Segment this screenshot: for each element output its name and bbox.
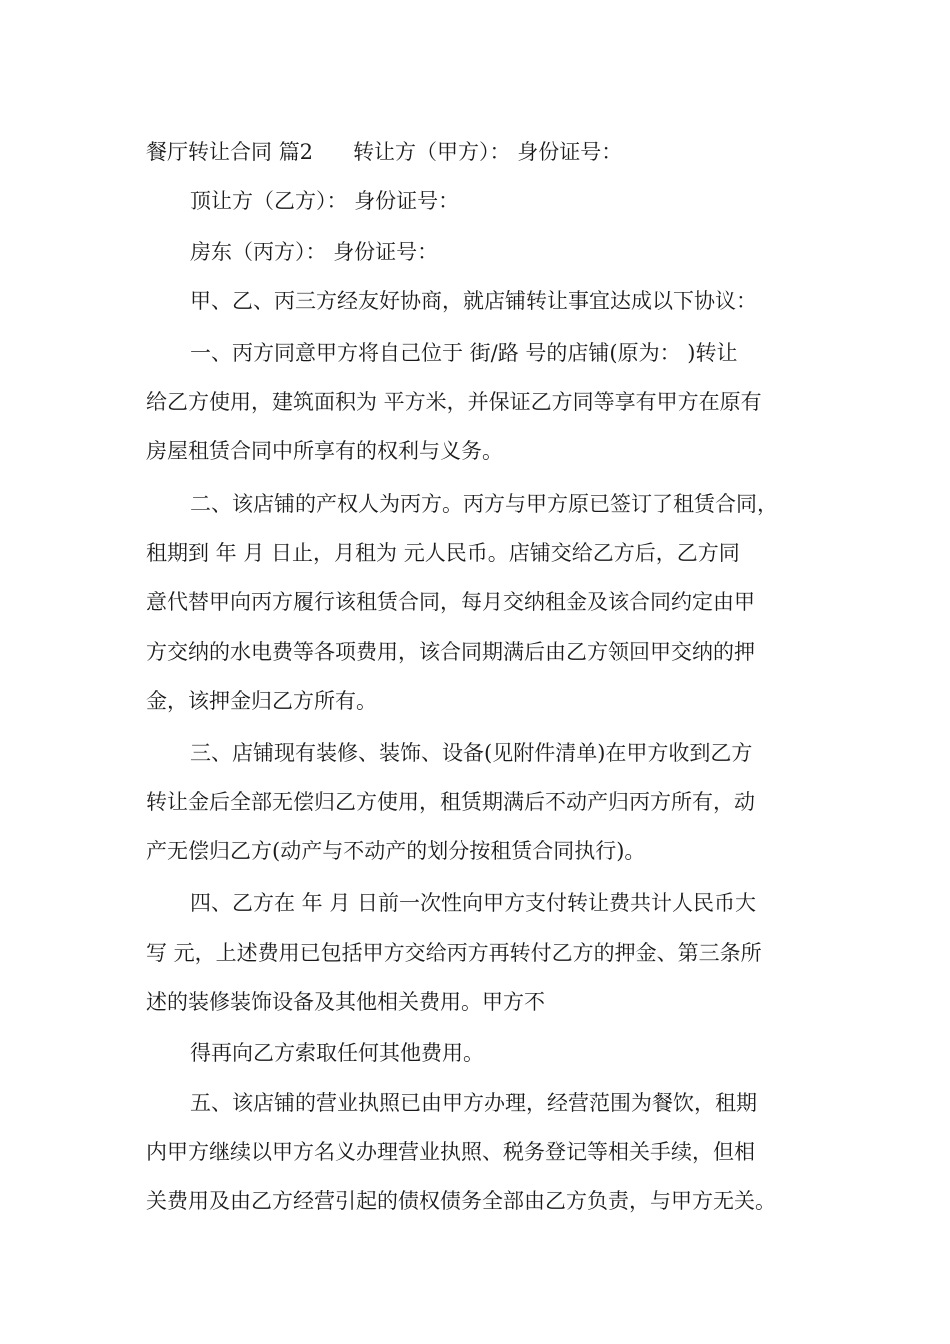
header-line [146,137,622,167]
party-c-line [190,237,438,267]
document-title: 餐厅转让合同 [146,140,272,164]
paragraph-line: 房屋租赁合同中所享有的权利与义务。 [146,439,503,463]
paragraph-line: 产无偿归乙方(动产与不动产的划分按租赁合同执行)。 [146,839,646,863]
paragraph-line: 述的装修装饰设备及其他相关费用。甲方不 [146,990,545,1014]
paragraph-line: 得再向乙方索取任何其他费用。 [190,1041,484,1065]
paragraph-line: 一、丙方同意甲方将自己位于 街/路 号的店铺(原为： )转让 [190,341,738,365]
paragraph-line: 四、乙方在 年 月 日前一次性向甲方支付转让费共计人民币大 [190,891,757,915]
paragraph-line: 内甲方继续以甲方名义办理营业执照、税务登记等相关手续，但相 [146,1140,755,1164]
paragraph-line: 二、该店铺的产权人为丙方。丙方与甲方原已签订了租赁合同， [190,492,778,516]
paragraph-line: 三、店铺现有装修、装饰、设备(见附件清单)在甲方收到乙方 [190,741,753,765]
party-b-label: 顶让方（乙方）： [190,189,348,213]
party-a-id-label: 身份证号： [517,140,623,164]
party-b-id-label: 身份证号： [354,189,460,213]
paragraph-line: 租期到 年 月 日止，月租为 元人民币。店铺交给乙方后，乙方同 [146,541,740,565]
paragraph-line: 金，该押金归乙方所有。 [146,689,377,713]
paragraph-line: 关费用及由乙方经营引起的债权债务全部由乙方负责，与甲方无关。 [146,1189,776,1213]
paragraph-line: 转让金后全部无偿归乙方使用，租赁期满后不动产归丙方所有，动 [146,790,755,814]
party-b-line [190,186,459,216]
paragraph-line: 五、该店铺的营业执照已由甲方办理，经营范围为餐饮，租期 [190,1091,757,1115]
party-c-id-label: 身份证号： [333,240,439,264]
party-c-label: 房东（丙方）： [190,240,327,264]
party-a-label: 转让方（甲方）： [353,140,511,164]
paragraph-line: 意代替甲向丙方履行该租赁合同，每月交纳租金及该合同约定由甲 [146,590,755,614]
paragraph-line: 给乙方使用，建筑面积为 平方米，并保证乙方同等享有甲方在原有 [146,390,762,414]
paragraph-line: 方交纳的水电费等各项费用，该合同期满后由乙方领回甲交纳的押 [146,640,755,664]
paragraph-line: 写 元，上述费用已包括甲方交给丙方再转付乙方的押金、第三条所 [146,941,762,965]
section-label: 篇2 [278,140,314,164]
paragraph-line: 甲、乙、丙三方经友好协商，就店铺转让事宜达成以下协议： [190,289,757,313]
